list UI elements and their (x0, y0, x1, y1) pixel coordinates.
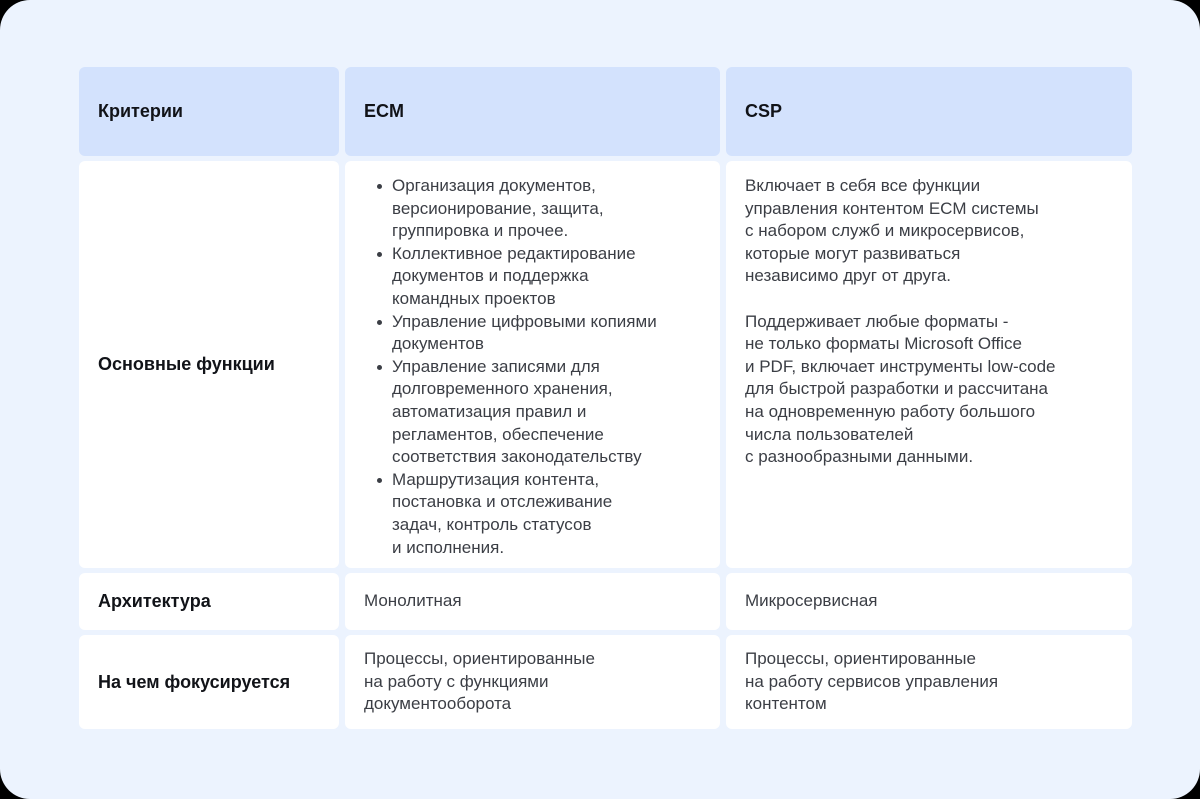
list-item-line: Маршрутизация контента, (392, 469, 600, 489)
paragraph-line: Включает в себя все функции (745, 176, 981, 195)
ecm-main-functions-cell (345, 161, 720, 568)
csp-architecture-cell (726, 573, 1132, 630)
list-item (392, 243, 701, 311)
row-label-architecture (79, 573, 339, 630)
list-item (392, 175, 701, 243)
row-label-text: Основные функции (98, 354, 275, 375)
header-csp (726, 67, 1132, 156)
list-item-line: версионирование, защита, (392, 198, 604, 218)
list-item (392, 311, 701, 356)
row-label-focus (79, 635, 339, 729)
paragraph-line: Поддерживает любые форматы - (745, 311, 1009, 331)
ecm-focus-cell (345, 635, 720, 729)
focus-line: на работу с функциями (364, 671, 549, 691)
list-item-line: регламентов, обеспечение (392, 424, 604, 444)
header-csp-label: CSP (745, 101, 783, 122)
paragraph-line: и PDF, включает инструменты low-code (745, 356, 1056, 376)
comparison-table (79, 67, 1132, 729)
focus-line: на работу сервисов управления (745, 671, 999, 691)
paragraph-line: числа пользователей (745, 424, 914, 444)
paragraph-line: на одновременную работу большого (745, 401, 1036, 421)
paragraph-spacer (745, 288, 1113, 311)
list-item-line: Коллективное редактирование (392, 243, 636, 263)
header-ecm (345, 67, 720, 156)
csp-main-functions-cell (726, 161, 1132, 568)
paragraph-line: не только форматы Microsoft Office (745, 334, 1022, 354)
row-label-main-functions (79, 161, 339, 568)
header-criteria-label: Критерии (98, 101, 183, 122)
list-item-line: группировка и прочее. (392, 221, 569, 241)
ecm-architecture-cell (345, 573, 720, 630)
list-item-line: документов и поддержка (392, 266, 589, 286)
paragraph-line: для быстрой разработки и рассчитана (745, 379, 1049, 399)
focus-line: Процессы, ориентированные (745, 649, 976, 668)
focus-line: документооборота (364, 694, 512, 714)
paragraph-line: с разнообразными данными. (745, 447, 974, 467)
list-item-line: Организация документов, (392, 176, 596, 195)
list-item-line: документов (392, 334, 484, 354)
focus-line: контентом (745, 694, 827, 714)
row-label-text: Архитектура (98, 591, 211, 612)
header-ecm-label: ECM (364, 101, 404, 122)
list-item (392, 469, 701, 559)
paragraph-line: которые могут развиваться (745, 243, 961, 263)
list-item-line: соответствия законодательству (392, 447, 642, 467)
csp-architecture-value: Микросервисная (745, 591, 878, 611)
paragraph-line: управления контентом ECM системы (745, 198, 1039, 218)
list-item-line: Управление записями для (392, 356, 600, 376)
list-item-line: командных проектов (392, 288, 556, 308)
list-item-line: долговременного хранения, (392, 379, 613, 399)
paragraph-line: независимо друг от друга. (745, 266, 951, 286)
list-item (392, 356, 701, 469)
list-item-line: автоматизация правил и (392, 401, 587, 421)
csp-paragraph (745, 175, 1113, 288)
focus-line: Процессы, ориентированные (364, 649, 595, 668)
header-criteria (79, 67, 339, 156)
list-item-line: задач, контроль статусов (392, 514, 592, 534)
list-item-line: Управление цифровыми копиями (392, 311, 657, 331)
list-item-line: постановка и отслеживание (392, 492, 613, 512)
ecm-architecture-value: Монолитная (364, 591, 462, 611)
row-label-text: На чем фокусируется (98, 671, 291, 692)
paragraph-line: с набором служб и микросервисов, (745, 221, 1025, 241)
ecm-functions-list (364, 175, 701, 559)
list-item-line: и исполнения. (392, 537, 505, 557)
csp-paragraph (745, 311, 1113, 469)
csp-focus-cell (726, 635, 1132, 729)
